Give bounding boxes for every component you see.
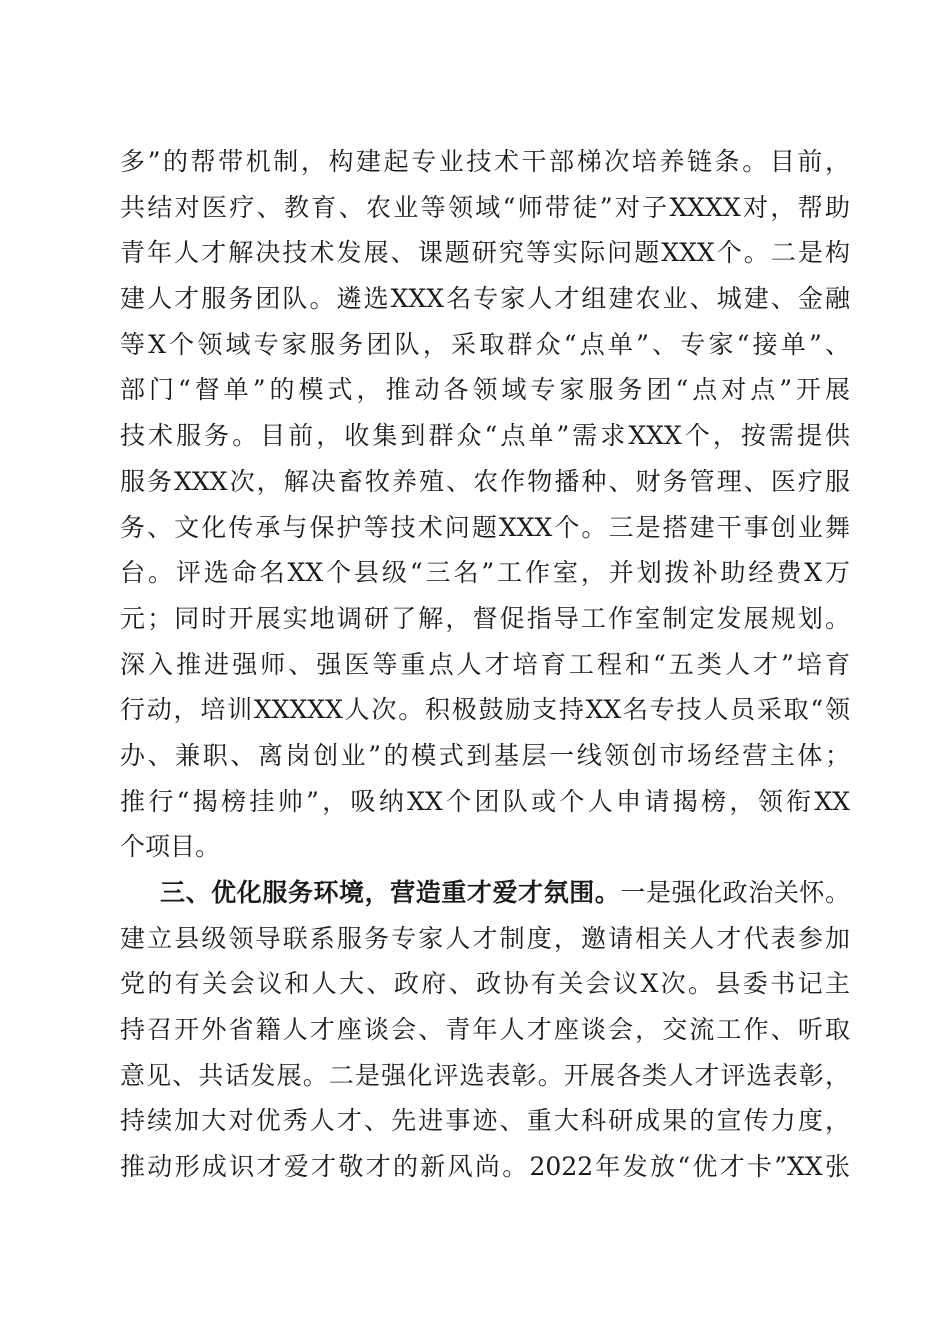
- text-line: 个项目。: [120, 832, 221, 862]
- text-line: 推动形成识才爱才敬才的新风尚。2022年发放“优才卡”XX张: [120, 1152, 850, 1182]
- text-line: 建立县级领导联系服务专家人才制度，邀请相关人才代表参加: [120, 923, 850, 953]
- text-line: 等X个领域专家服务团队，采取群众“点单”、专家“接单”、: [120, 329, 850, 359]
- text-line: 务、文化传承与保护等技术问题XXX个。三是搭建干事创业舞: [120, 512, 850, 542]
- text-line: 党的有关会议和人大、政府、政协有关会议X次。县委书记主: [120, 969, 850, 999]
- body-text: [120, 139, 850, 1190]
- text-line: 服务XXX次，解决畜牧养殖、农作物播种、财务管理、医疗服: [120, 466, 850, 496]
- text-line: 推行“揭榜挂帅”，吸纳XX个团队或个人申请揭榜，领衔XX: [120, 786, 850, 816]
- text-line: 多”的帮带机制，构建起专业技术干部梯次培养链条。目前，: [120, 147, 850, 176]
- text-line: 元；同时开展实地调研了解，督促指导工作室制定发展规划。: [120, 603, 850, 633]
- text-line: 行动，培训XXXXX人次。积极鼓励支持XX名专技人员采取“领: [120, 695, 850, 725]
- text-line: 共结对医疗、教育、农业等领域“师带徒”对子XXXX对，帮助: [120, 192, 850, 222]
- text-line: 意见、共话发展。二是强化评选表彰。开展各类人才评选表彰，: [120, 1060, 850, 1090]
- text-line: 青年人才解决技术发展、课题研究等实际问题XXX个。二是构: [120, 238, 850, 268]
- text-line: 深入推进强师、强医等重点人才培育工程和“五类人才”培育: [120, 649, 850, 679]
- text-line: 持续加大对优秀人才、先进事迹、重大科研成果的宣传力度，: [120, 1106, 850, 1136]
- text-line: 台。评选命名XX个县级“三名”工作室，并划拨补助经费X万: [120, 558, 850, 588]
- text-line: 持召开外省籍人才座谈会、青年人才座谈会，交流工作、听取: [120, 1015, 850, 1045]
- text-line: 技术服务。目前，收集到群众“点单”需求XXX个，按需提供: [120, 421, 850, 451]
- section-heading-rest: 一是强化政治关怀。: [620, 878, 850, 907]
- section-heading-line: [120, 870, 850, 916]
- text-line: 部门“督单”的模式，推动各领域专家服务团“点对点”开展: [120, 375, 850, 405]
- section-heading: 三、优化服务环境，营造重才爱才氛围。: [160, 878, 621, 907]
- text-line: 建人才服务团队。遴选XXX名专家人才组建农业、城建、金融: [120, 284, 850, 314]
- text-line: 办、兼职、离岗创业”的模式到基层一线领创市场经营主体；: [120, 740, 850, 770]
